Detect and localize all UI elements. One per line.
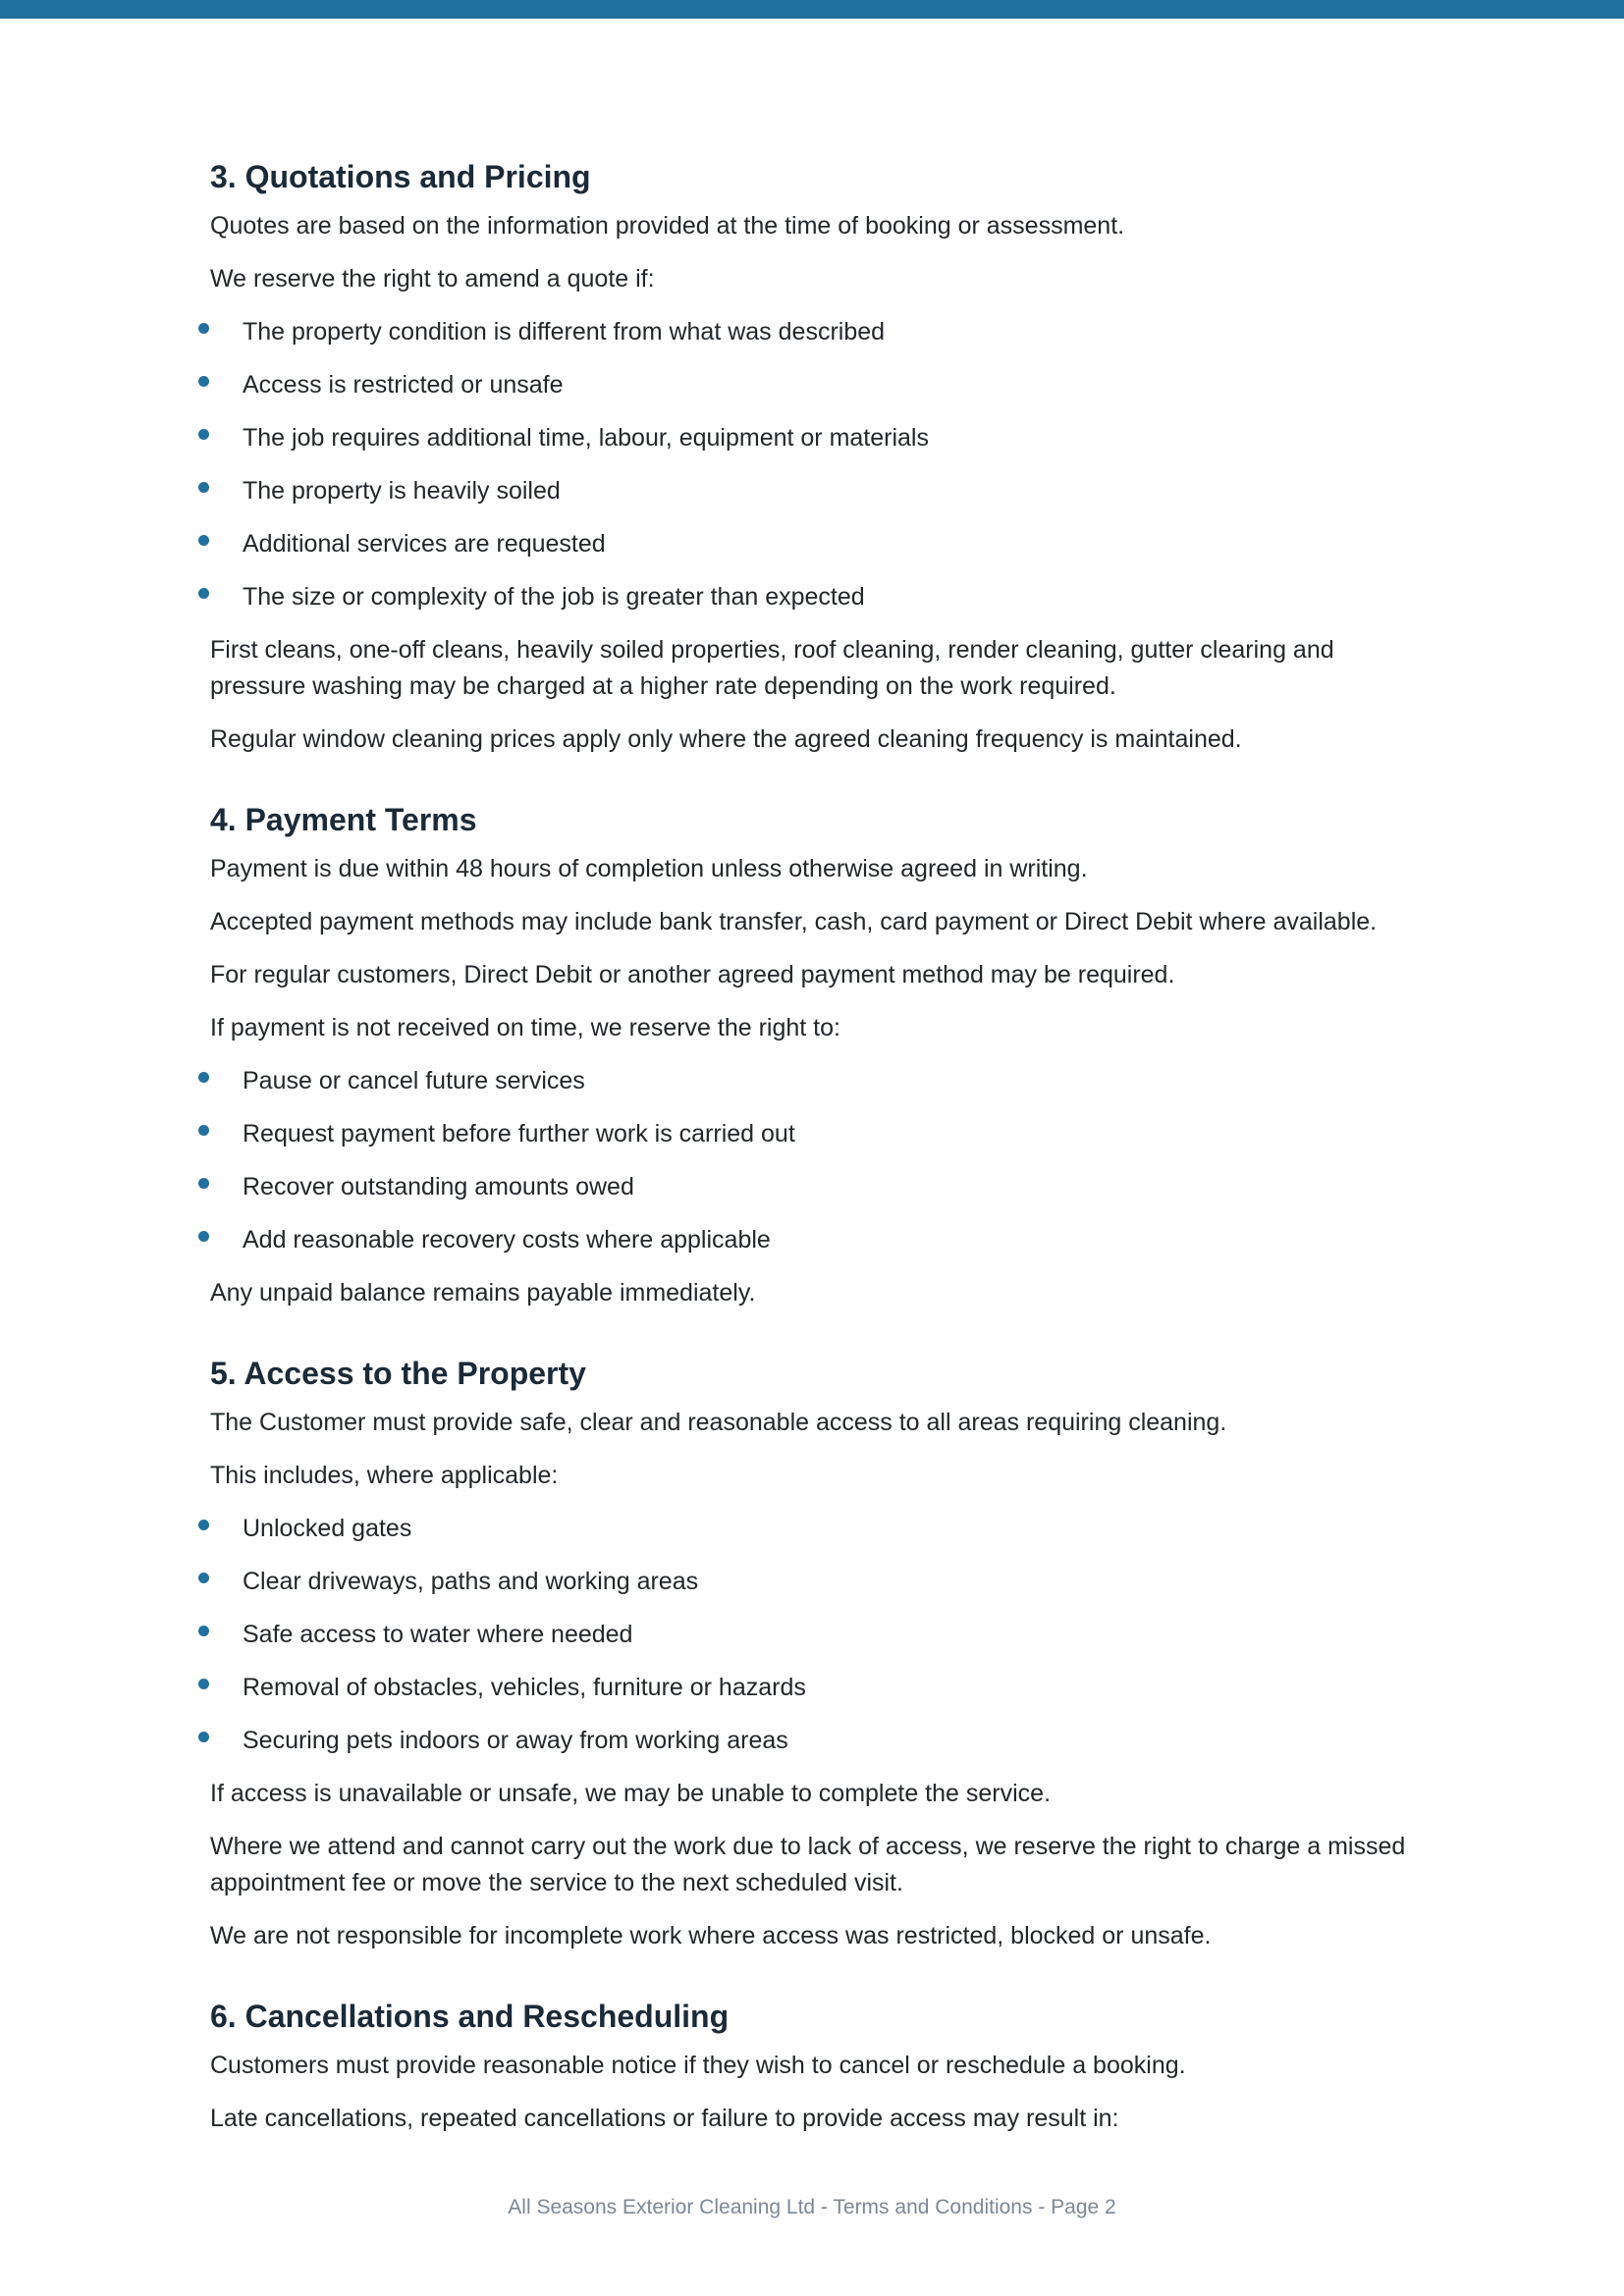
list-item: Recover outstanding amounts owed (210, 1169, 1428, 1222)
section-heading: 6. Cancellations and Rescheduling (210, 1999, 730, 2034)
section-heading: 5. Access to the Property (210, 1356, 586, 1391)
list-item: Request payment before further work is carried out (210, 1116, 1428, 1169)
section-access-property (210, 1342, 1428, 1971)
list-item: Unlocked gates (210, 1511, 1428, 1564)
paragraph: Accepted payment methods may include bank transfer, cash, card payment or Direct Debit where available. (210, 908, 1378, 935)
list-item: The size or complexity of the job is greater than expected (210, 579, 1428, 632)
list-item: Pause or cancel future services (210, 1063, 1428, 1116)
bullet-icon (198, 588, 209, 599)
paragraph: Customers must provide reasonable notice if they wish to cancel or reschedule a booking. (210, 2052, 1186, 2079)
list-item: Add reasonable recovery costs where applicable (210, 1222, 1428, 1275)
bullet-icon (198, 1125, 209, 1136)
list-item: Securing pets indoors or away from working areas (210, 1723, 1428, 1776)
section-payment-terms (210, 788, 1428, 1328)
bullet-icon (198, 1520, 209, 1530)
list-item: The property condition is different from what was described (210, 314, 1428, 367)
bullet-list (210, 314, 1428, 632)
section-quotations-pricing (210, 145, 1428, 774)
paragraph: The Customer must provide safe, clear and reasonable access to all areas requiring cleaning. (210, 1409, 1227, 1436)
paragraph: Quotes are based on the information provided at the time of booking or assessment. (210, 212, 1125, 240)
bullet-icon (198, 482, 209, 493)
paragraph: First cleans, one-off cleans, heavily soiled properties, roof cleaning, render cleaning, gutter clearing and pressure washing may be charged at a higher rate depending on the work required. (210, 636, 1334, 700)
bullet-icon (198, 429, 209, 440)
page-footer: All Seasons Exterior Cleaning Ltd - Terms and Conditions - Page 2 (508, 2196, 1116, 2218)
paragraph: We reserve the right to amend a quote if: (210, 265, 655, 293)
section-heading: 3. Quotations and Pricing (210, 159, 591, 194)
bullet-list (210, 1511, 1428, 1776)
header-accent-bar (0, 0, 1624, 19)
bullet-list (210, 1063, 1428, 1275)
paragraph: We are not responsible for incomplete work where access was restricted, blocked or unsafe. (210, 1922, 1212, 1949)
bullet-icon (198, 1573, 209, 1583)
list-item: Access is restricted or unsafe (210, 367, 1428, 420)
bullet-icon (198, 1626, 209, 1636)
bullet-icon (198, 1178, 209, 1189)
section-heading: 4. Payment Terms (210, 802, 477, 837)
paragraph: Regular window cleaning prices apply only where the agreed cleaning frequency is maintained. (210, 725, 1242, 753)
bullet-icon (198, 1679, 209, 1689)
bullet-icon (198, 1072, 209, 1083)
list-item: Removal of obstacles, vehicles, furniture or hazards (210, 1670, 1428, 1723)
paragraph: Any unpaid balance remains payable immediately. (210, 1279, 756, 1307)
bullet-icon (198, 1231, 209, 1242)
list-item: Safe access to water where needed (210, 1617, 1428, 1670)
paragraph: Where we attend and cannot carry out the work due to lack of access, we reserve the right to charge a missed appointment fee or move the service to the next scheduled visit. (210, 1833, 1406, 1896)
paragraph: If payment is not received on time, we reserve the right to: (210, 1014, 840, 1041)
list-item: The job requires additional time, labour, equipment or materials (210, 420, 1428, 473)
list-item: Additional services are requested (210, 526, 1428, 579)
paragraph: Payment is due within 48 hours of completion unless otherwise agreed in writing. (210, 855, 1088, 882)
bullet-icon (198, 1732, 209, 1742)
paragraph: If access is unavailable or unsafe, we may be unable to complete the service. (210, 1780, 1052, 1807)
paragraph: Late cancellations, repeated cancellations or failure to provide access may result in: (210, 2105, 1119, 2132)
bullet-icon (198, 535, 209, 546)
bullet-icon (198, 376, 209, 387)
list-item: The property is heavily soiled (210, 473, 1428, 526)
paragraph: This includes, where applicable: (210, 1462, 559, 1489)
document-body (210, 145, 1428, 2154)
section-cancellations (210, 1985, 1428, 2154)
bullet-icon (198, 323, 209, 334)
list-item: Clear driveways, paths and working areas (210, 1564, 1428, 1617)
paragraph: For regular customers, Direct Debit or another agreed payment method may be required. (210, 961, 1175, 988)
